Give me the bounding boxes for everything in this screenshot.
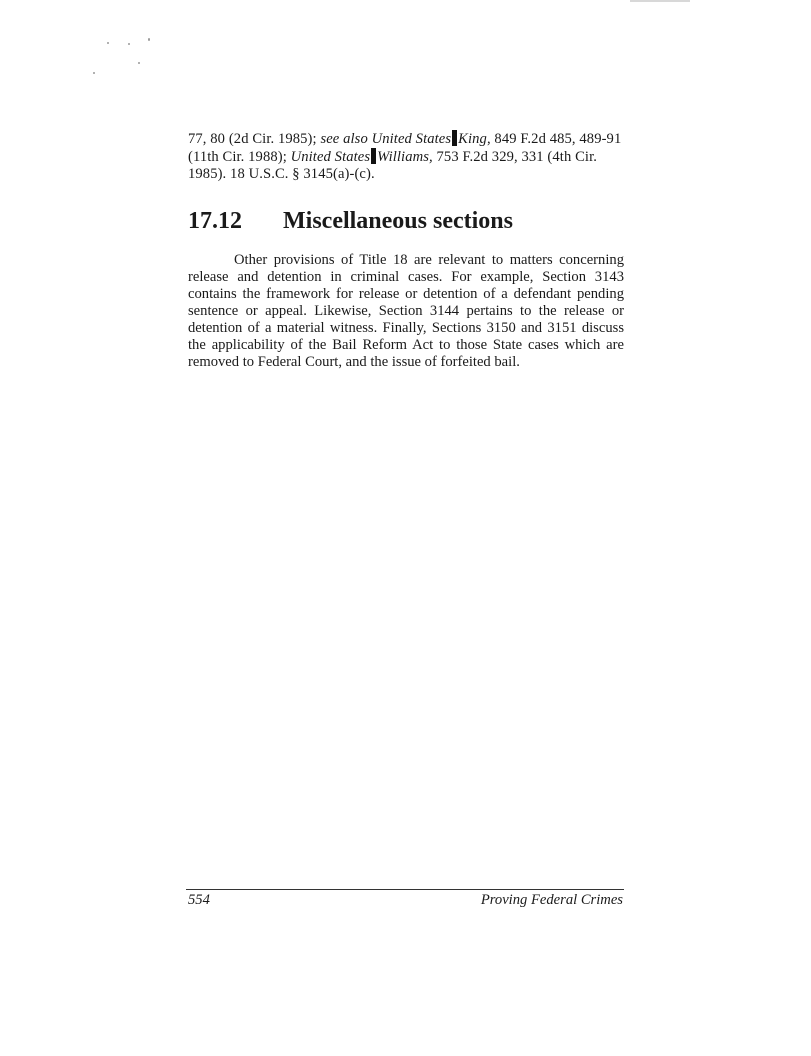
scan-speck — [93, 72, 95, 74]
paragraph-line: Other provisions of Title 18 are relevant to matters concerning — [234, 252, 624, 268]
scan-speck — [107, 42, 109, 44]
scan-speck — [148, 38, 150, 41]
footer-rule — [186, 889, 624, 890]
running-footer-title: Proving Federal Crimes — [480, 892, 623, 908]
signal-see-also: see also — [320, 131, 368, 147]
scan-speck — [138, 62, 140, 64]
paragraph-line: release and detention in criminal cases. For example, Section 3143 — [188, 269, 624, 285]
scan-speck — [128, 43, 130, 45]
page-number: 554 — [188, 892, 210, 908]
section-title: Miscellaneous sections — [283, 208, 513, 234]
citation-line-2: (11th Cir. 1988); United States Williams, 753 F.2d 329, 331 (4th Cir. — [188, 149, 597, 165]
paragraph-line: detention of a material witness. Finally, Sections 3150 and 3151 discuss — [188, 320, 624, 336]
case-name: United States — [371, 131, 452, 147]
paragraph-line: contains the framework for release or detention of a defendant pending — [188, 286, 624, 302]
redaction-mark — [371, 148, 376, 164]
paragraph-line: the applicability of the Bail Reform Act to those State cases which are — [188, 337, 624, 353]
footnote-carry-over — [188, 130, 624, 183]
paragraph-line: sentence or appeal. Likewise, Section 3144 pertains to the release or — [188, 303, 624, 319]
paragraph-line: removed to Federal Court, and the issue of forfeited bail. — [188, 354, 520, 370]
citation-line-3: 1985). 18 U.S.C. § 3145(a)-(c). — [188, 166, 375, 182]
case-party: Williams, — [377, 149, 433, 165]
body-paragraph — [188, 252, 624, 371]
case-party: King — [458, 131, 487, 147]
scan-edge-mark — [630, 0, 690, 2]
citation-line-1: 77, 80 (2d Cir. 1985); see also United States King, 849 F.2d 485, 489-91 — [188, 131, 622, 147]
redaction-mark — [452, 130, 457, 146]
case-name: United States — [290, 149, 371, 165]
section-heading — [188, 206, 513, 236]
section-number: 17.12 — [188, 208, 242, 234]
